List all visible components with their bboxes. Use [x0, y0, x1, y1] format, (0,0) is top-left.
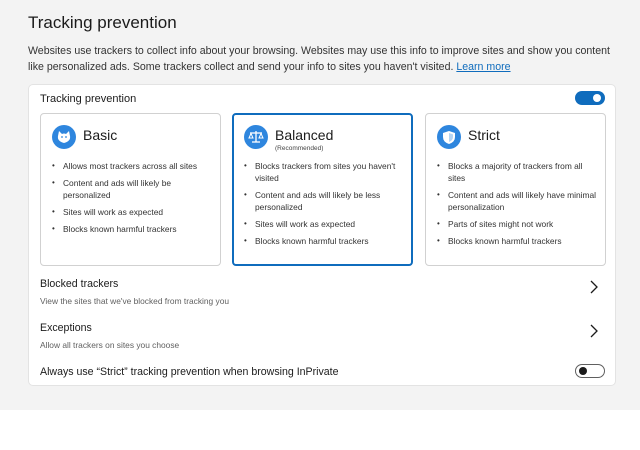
exceptions-title: Exceptions — [40, 322, 92, 334]
blocked-trackers-row[interactable] — [40, 278, 606, 306]
list-item: • Content and ads will likely be less personalized — [243, 189, 407, 213]
card-bullet-list — [243, 160, 407, 252]
basic-card[interactable] — [40, 113, 221, 266]
chevron-right-icon[interactable] — [588, 280, 600, 294]
intro-text — [28, 43, 628, 75]
learn-more-link[interactable]: Learn more — [456, 61, 511, 73]
strict-card[interactable] — [425, 113, 606, 266]
blocked-trackers-description: View the sites that we've blocked from tracking you — [40, 296, 230, 306]
list-item: • Sites will work as expected — [243, 218, 407, 230]
intro-description: Websites use trackers to collect info about your browsing. Websites may use this info to improve sites and show you content like personalized ads. Some trackers collect and send your info to sites you haven't visited. — [28, 45, 610, 73]
list-item: • Blocks known harmful trackers — [243, 235, 407, 247]
inprivate-strict-row — [40, 366, 606, 378]
card-bullet-list — [51, 160, 215, 240]
card-title: Balanced — [275, 127, 334, 143]
toggle-knob — [579, 367, 587, 375]
list-item: • Blocks known harmful trackers — [436, 235, 600, 247]
tracking-prevention-toggle[interactable] — [575, 91, 605, 105]
list-item: • Parts of sites might not work — [436, 218, 600, 230]
list-item: • Content and ads will likely be personalized — [51, 177, 215, 201]
list-item: • Content and ads will likely have minimal personalization — [436, 189, 600, 213]
list-item: • Allows most trackers across all sites — [51, 160, 215, 172]
tracking-prevention-label: Tracking prevention — [40, 93, 137, 105]
page-title: Tracking prevention — [28, 13, 177, 32]
list-item: • Blocks known harmful trackers — [51, 223, 215, 235]
inprivate-strict-label: Always use “Strict” tracking prevention when browsing InPrivate — [40, 366, 339, 378]
list-item: • Blocks trackers from sites you haven't visited — [243, 160, 407, 184]
card-bullet-list — [436, 160, 600, 252]
blocked-trackers-title: Blocked trackers — [40, 278, 119, 290]
card-title: Strict — [468, 127, 500, 143]
shield-icon — [437, 125, 461, 149]
list-item: • Blocks a majority of trackers from all sites — [436, 160, 600, 184]
toggle-knob — [593, 94, 601, 102]
inprivate-strict-toggle[interactable] — [575, 364, 605, 378]
recommended-label: (Recommended) — [275, 145, 324, 152]
tracking-prevention-panel — [28, 84, 616, 386]
list-item: • Sites will work as expected — [51, 206, 215, 218]
exceptions-row[interactable] — [40, 322, 606, 350]
exceptions-description: Allow all trackers on sites you choose — [40, 340, 180, 350]
balanced-card[interactable] — [232, 113, 413, 266]
scale-icon — [244, 125, 268, 149]
chevron-right-icon[interactable] — [588, 324, 600, 338]
cat-icon — [52, 125, 76, 149]
card-title: Basic — [83, 127, 118, 143]
